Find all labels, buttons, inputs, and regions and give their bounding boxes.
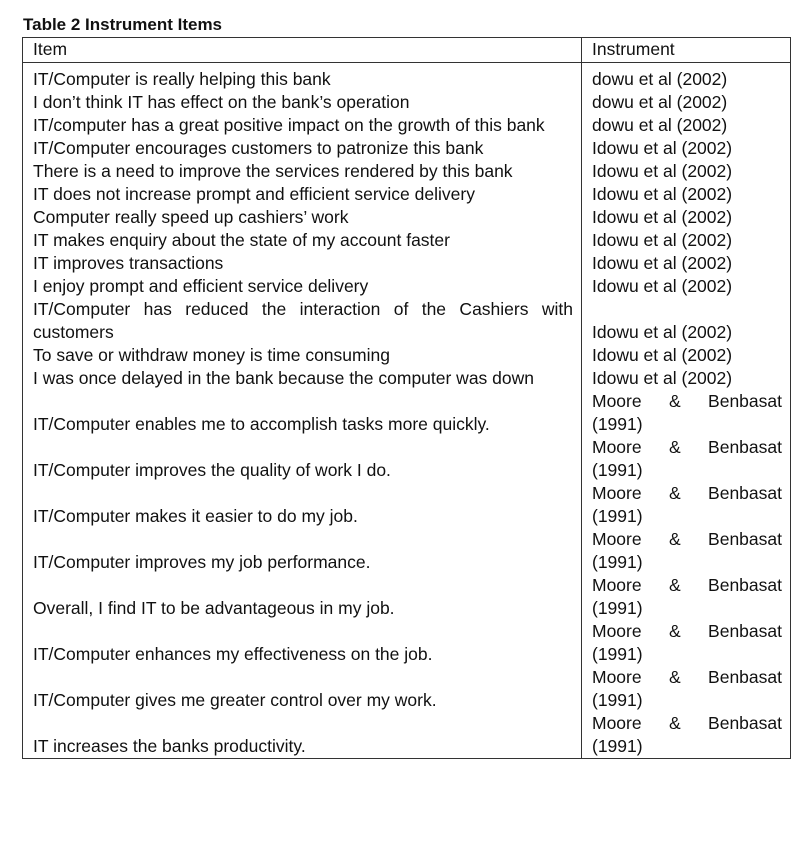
item-cell: IT/Computer makes it easier to do my job. bbox=[23, 482, 582, 528]
item-cell: IT/Computer enhances my effectiveness on the job. bbox=[23, 620, 582, 666]
item-cell: I was once delayed in the bank because the computer was down bbox=[23, 367, 582, 390]
instrument-year: (1991) bbox=[592, 506, 643, 526]
table-row bbox=[23, 436, 791, 482]
instrument-column-header: Instrument bbox=[582, 38, 791, 63]
item-cell: IT/Computer enables me to accomplish tasks more quickly. bbox=[23, 390, 582, 436]
table-row bbox=[23, 482, 791, 528]
instrument-cell: dowu et al (2002) bbox=[582, 91, 791, 114]
table-row bbox=[23, 63, 791, 92]
item-column-header: Item bbox=[23, 38, 582, 63]
table-row bbox=[23, 666, 791, 712]
table-row bbox=[23, 229, 791, 252]
instrument-year: (1991) bbox=[592, 552, 643, 572]
instrument-year: (1991) bbox=[592, 598, 643, 618]
instrument-cell: dowu et al (2002) bbox=[582, 114, 791, 137]
item-cell: IT does not increase prompt and efficient service delivery bbox=[23, 183, 582, 206]
item-cell: IT/computer has a great positive impact on the growth of this bank bbox=[23, 114, 582, 137]
instrument-cell bbox=[582, 666, 791, 712]
table-caption: Table 2 Instrument Items bbox=[23, 15, 223, 34]
instrument-items-table bbox=[22, 37, 791, 759]
table-row bbox=[23, 275, 791, 298]
instrument-cell: Idowu et al (2002) bbox=[582, 229, 791, 252]
item-cell: IT/Computer has reduced the interaction of the Cashiers with customers bbox=[23, 298, 582, 344]
item-cell: IT/Computer encourages customers to patronize this bank bbox=[23, 137, 582, 160]
instrument-year: (1991) bbox=[592, 414, 643, 434]
instrument-cell bbox=[582, 436, 791, 482]
instrument-year: (1991) bbox=[592, 644, 643, 664]
instrument-cell: Idowu et al (2002) bbox=[582, 275, 791, 298]
table-row bbox=[23, 298, 791, 344]
item-cell: There is a need to improve the services rendered by this bank bbox=[23, 160, 582, 183]
instrument-authors: Moore & Benbasat bbox=[592, 621, 782, 641]
table-row bbox=[23, 390, 791, 436]
instrument-authors: Moore & Benbasat bbox=[592, 667, 782, 687]
instrument-cell bbox=[582, 390, 791, 436]
instrument-authors: Moore & Benbasat bbox=[592, 529, 782, 549]
table-header-row bbox=[23, 38, 791, 63]
table-row bbox=[23, 367, 791, 390]
instrument-cell bbox=[582, 574, 791, 620]
instrument-year: (1991) bbox=[592, 460, 643, 480]
item-cell: I enjoy prompt and efficient service delivery bbox=[23, 275, 582, 298]
item-cell: IT/Computer is really helping this bank bbox=[23, 63, 582, 92]
item-cell: I don’t think IT has effect on the bank’s operation bbox=[23, 91, 582, 114]
instrument-cell bbox=[582, 712, 791, 759]
instrument-cell: Idowu et al (2002) bbox=[582, 252, 791, 275]
instrument-year: (1991) bbox=[592, 736, 643, 756]
item-cell: IT makes enquiry about the state of my account faster bbox=[23, 229, 582, 252]
instrument-cell: Idowu et al (2002) bbox=[582, 160, 791, 183]
instrument-authors: Moore & Benbasat bbox=[592, 391, 782, 411]
table-row bbox=[23, 183, 791, 206]
item-cell: To save or withdraw money is time consuming bbox=[23, 344, 582, 367]
instrument-cell bbox=[582, 482, 791, 528]
table-row bbox=[23, 206, 791, 229]
instrument-authors: Moore & Benbasat bbox=[592, 437, 782, 457]
instrument-cell: Idowu et al (2002) bbox=[582, 137, 791, 160]
table-row bbox=[23, 344, 791, 367]
instrument-year: (1991) bbox=[592, 690, 643, 710]
item-cell: IT/Computer improves my job performance. bbox=[23, 528, 582, 574]
table-row bbox=[23, 252, 791, 275]
table-row bbox=[23, 528, 791, 574]
instrument-cell bbox=[582, 528, 791, 574]
table-row bbox=[23, 114, 791, 137]
item-cell: Overall, I find IT to be advantageous in my job. bbox=[23, 574, 582, 620]
instrument-cell: Idowu et al (2002) bbox=[582, 183, 791, 206]
table-row bbox=[23, 712, 791, 759]
instrument-cell: Idowu et al (2002) bbox=[582, 344, 791, 367]
instrument-cell: dowu et al (2002) bbox=[582, 63, 791, 92]
table-row bbox=[23, 160, 791, 183]
instrument-authors: Moore & Benbasat bbox=[592, 713, 782, 733]
instrument-cell: Idowu et al (2002) bbox=[582, 206, 791, 229]
instrument-authors: Moore & Benbasat bbox=[592, 575, 782, 595]
instrument-cell: Idowu et al (2002) bbox=[582, 367, 791, 390]
item-cell: IT/Computer gives me greater control over my work. bbox=[23, 666, 582, 712]
instrument-cell bbox=[582, 620, 791, 666]
table-row bbox=[23, 620, 791, 666]
instrument-authors: Moore & Benbasat bbox=[592, 483, 782, 503]
item-cell: IT/Computer improves the quality of work I do. bbox=[23, 436, 582, 482]
item-cell: Computer really speed up cashiers’ work bbox=[23, 206, 582, 229]
table-row bbox=[23, 91, 791, 114]
item-cell: IT increases the banks productivity. bbox=[23, 712, 582, 759]
table-row bbox=[23, 574, 791, 620]
table-row bbox=[23, 137, 791, 160]
instrument-cell: Idowu et al (2002) bbox=[582, 298, 791, 344]
item-cell: IT improves transactions bbox=[23, 252, 582, 275]
